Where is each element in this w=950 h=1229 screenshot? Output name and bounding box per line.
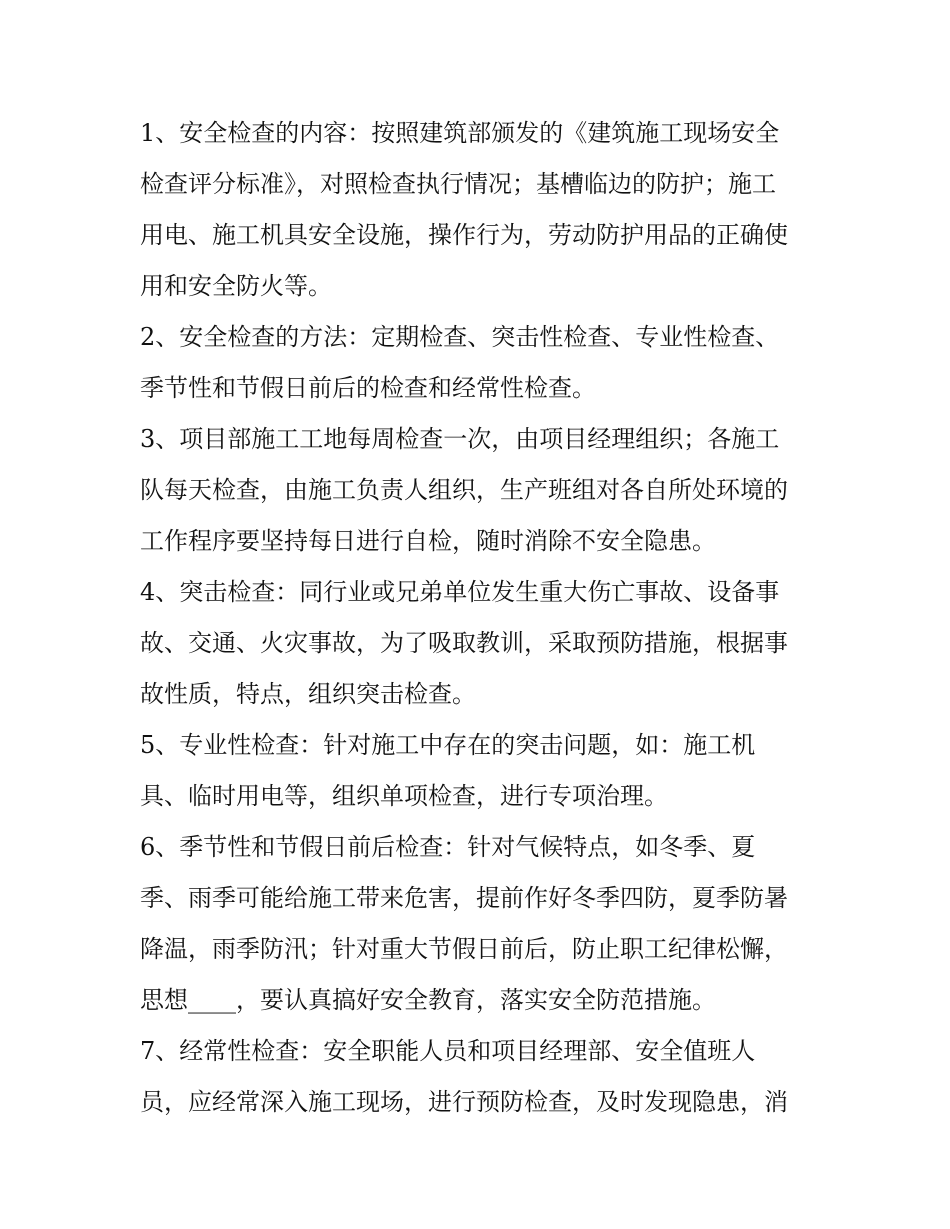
- text-line: 3、项目部施工工地每周检查一次，由项目经理组织；各施工: [140, 425, 780, 453]
- text-line: 1、安全检查的内容：按照建筑部颁发的《建筑施工现场安全: [140, 119, 780, 147]
- text-line: 4、突击检查：同行业或兄弟单位发生重大伤亡事故、设备事: [140, 578, 780, 606]
- text-line: 故性质，特点，组织突击检查。: [140, 680, 476, 708]
- document-body: [140, 108, 820, 1128]
- text-line: 具、临时用电等，组织单项检查，进行专项治理。: [140, 782, 668, 810]
- text-line: 用和安全防火等。: [140, 272, 332, 300]
- text-line: 5、专业性检查：针对施工中存在的突击问题，如：施工机: [140, 731, 756, 759]
- text-line: 季、雨季可能给施工带来危害，提前作好冬季四防，夏季防暑: [140, 884, 788, 912]
- text-line: 降温，雨季防汛；针对重大节假日前后，防止职工纪律松懈，: [140, 935, 788, 963]
- text-line: 员，应经常深入施工现场，进行预防检查，及时发现隐患，消: [140, 1088, 788, 1116]
- text-line: 工作程序要坚持每日进行自检，随时消除不安全隐患。: [140, 527, 716, 555]
- text-line: 2、安全检查的方法：定期检查、突击性检查、专业性检查、: [140, 323, 780, 351]
- text-line: 检查评分标准》，对照检查执行情况；基槽临边的防护；施工: [140, 170, 776, 198]
- text-line: 故、交通、火灾事故，为了吸取教训，采取预防措施，根据事: [140, 629, 788, 657]
- text-line: 思想____，要认真搞好安全教育，落实安全防范措施。: [140, 986, 716, 1014]
- text-line: 季节性和节假日前后的检查和经常性检查。: [140, 374, 596, 402]
- text-line: 7、经常性检查：安全职能人员和项目经理部、安全值班人: [140, 1037, 756, 1065]
- text-line: 队每天检查，由施工负责人组织，生产班组对各自所处环境的: [140, 476, 788, 504]
- text-line: 用电、施工机具安全设施，操作行为，劳动防护用品的正确使: [140, 221, 788, 249]
- text-line: 6、季节性和节假日前后检查：针对气候特点，如冬季、夏: [140, 833, 756, 861]
